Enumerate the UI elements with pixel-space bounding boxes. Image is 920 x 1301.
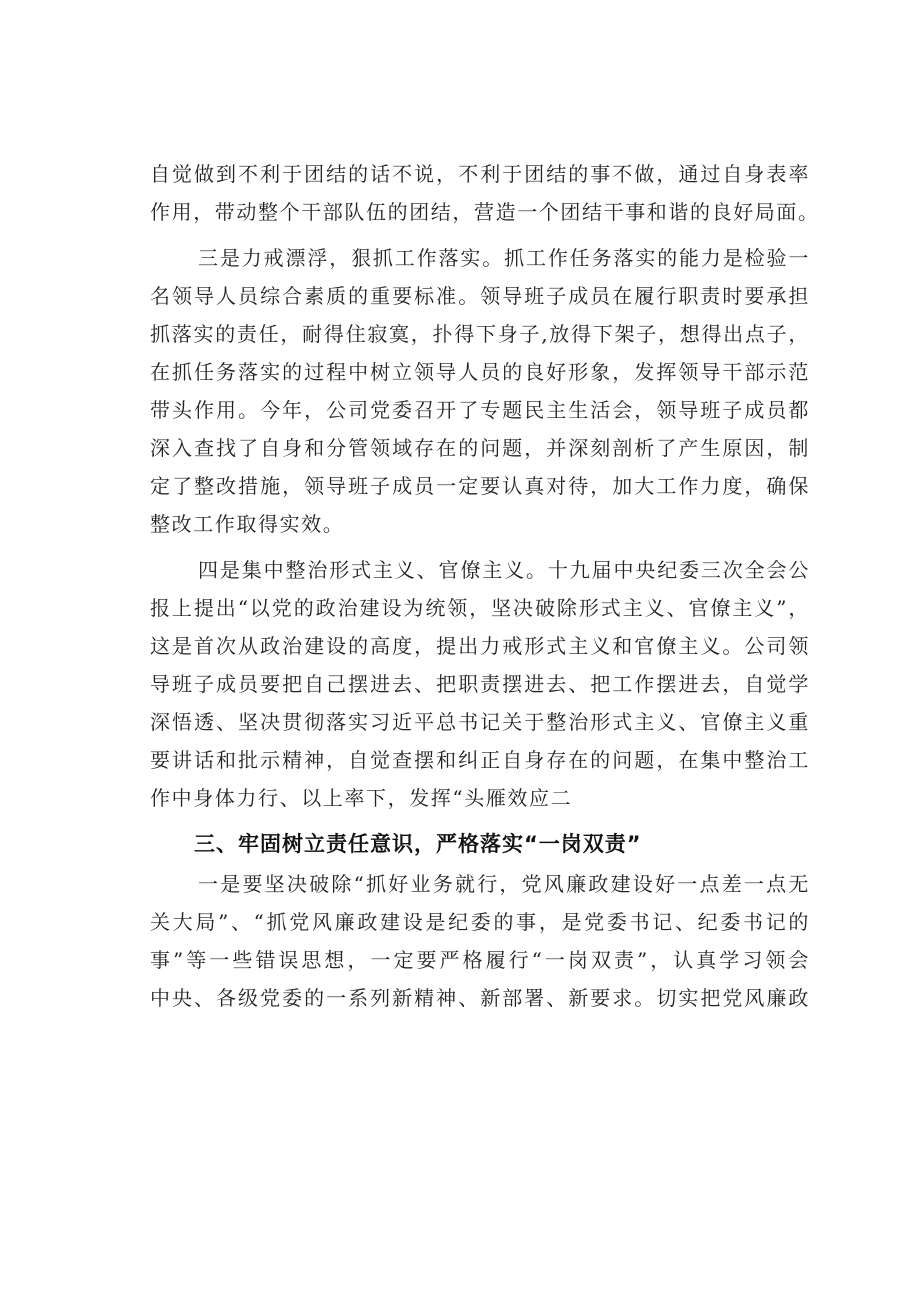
document-body — [150, 155, 820, 1017]
text-line: 四是集中整治形式主义、官僚主义。十九届中央纪委三次全会公 — [198, 558, 810, 582]
text-line: 定了整改措施，领导班子成员一定要认真对待，加大工作力度，确保 — [150, 474, 810, 498]
text-line: 深入查找了自身和分管领域存在的问题，并深刻剖析了产生原因，制 — [150, 436, 810, 460]
text-line: 关大局”、“抓党风廉政建设是纪委的事，是党委书记、纪委书记的 — [150, 910, 810, 934]
text-line: 报上提出“以党的政治建设为统领，坚决破除形式主义、官僚主义”， — [150, 596, 810, 620]
text-line: 这是首次从政治建设的高度，提出力戒形式主义和官僚主义。公司领 — [150, 634, 810, 658]
paragraph-three-is — [150, 239, 810, 543]
text-line: 作用，带动整个干部队伍的团结，营造一个团结干事和谐的良好局面。 — [150, 200, 820, 224]
text-line: 带头作用。今年，公司党委召开了专题民主生活会，领导班子成员都 — [150, 398, 810, 422]
text-line: 抓落实的责任，耐得住寂寞，扑得下身子,放得下架子，想得出点子， — [150, 322, 810, 346]
text-line: 中央、各级党委的一系列新精神、新部署、新要求。切实把党风廉政 — [150, 986, 810, 1010]
text-line: 名领导人员综合素质的重要标准。领导班子成员在履行职责时要承担 — [150, 284, 810, 308]
text-line: 三是力戒漂浮，狠抓工作落实。抓工作任务落实的能力是检验一 — [198, 246, 810, 270]
text-line: 自觉做到不利于团结的话不说，不利于团结的事不做，通过自身表率 — [150, 162, 810, 186]
section-heading: 三、牢固树立责任意识，严格落实“一岗双责” — [194, 832, 642, 856]
text-line: 在抓任务落实的过程中树立领导人员的良好形象，发挥领导干部示范 — [150, 360, 810, 384]
paragraph-continuation — [150, 155, 820, 231]
text-line: 要讲话和批示精神，自觉查摆和纠正自身存在的问题，在集中整治工 — [150, 748, 810, 772]
paragraph-four-is — [150, 551, 810, 817]
text-line: 导班子成员要把自己摆进去、把职责摆进去、把工作摆进去，自觉学 — [150, 672, 810, 696]
paragraph-one-is — [150, 865, 810, 1017]
text-line: 一是要坚决破除“抓好业务就行，党风廉政建设好一点差一点无 — [198, 872, 810, 896]
text-line: 作中身体力行、以上率下，发挥“头雁效应二 — [150, 786, 573, 810]
text-line: 事”等一些错误思想，一定要严格履行“一岗双责”，认真学习领会 — [150, 948, 810, 972]
text-line: 整改工作取得实效。 — [150, 512, 345, 536]
text-line: 深悟透、坚决贯彻落实习近平总书记关于整治形式主义、官僚主义重 — [150, 710, 810, 734]
